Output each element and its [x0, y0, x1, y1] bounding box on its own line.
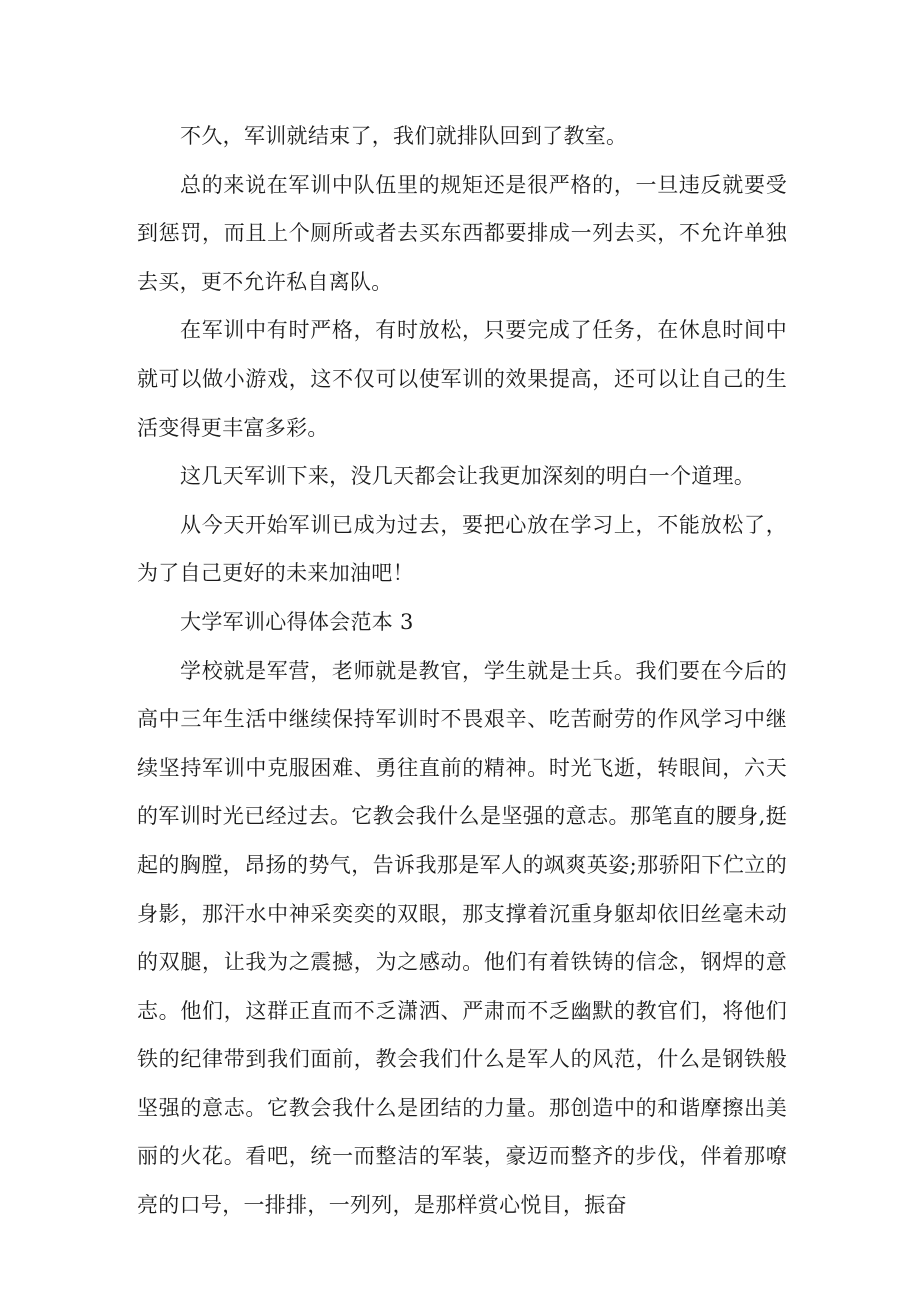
paragraph-2: 总的来说在军训中队伍里的规矩还是很严格的，一旦违反就要受到惩罚，而且上个厕所或者去买东西都要排成一列去买，不允许单独去买，更不允许私自离队。 [137, 172, 787, 294]
paragraph-3: 在军训中有时严格，有时放松，只要完成了任务，在休息时间中就可以做小游戏，这不仅可以使军训的效果提高，还可以让自己的生活变得更丰富多彩。 [137, 318, 787, 440]
document-body [137, 112, 787, 1230]
section-title: 大学军训心得体会范本 3 [180, 609, 414, 634]
body-paragraph: 学校就是军营，老师就是教官，学生就是士兵。我们要在今后的高中三年生活中继续保持军训时不畏艰辛、吃苦耐劳的作风学习中继续坚持军训中克服困难、勇往直前的精神。时光飞逝，转眼间，六天的军训时光已经过去。它教会我什么是坚强的意志。那笔直的腰身,挺起的胸膛，昂扬的势气，告诉我那是军人的飒爽英姿;那骄阳下伫立的身影，那汗水中神采奕奕的双眼，那支撑着沉重身躯却依旧丝毫未动的双腿，让我为之震撼，为之感动。他们有着铁铸的信念，钢焊的意志。他们，这群正直而不乏潇洒、严肃而不乏幽默的教官们，将他们铁的纪律带到我们面前，教会我们什么是军人的风范，什么是钢铁般坚强的意志。它教会我什么是团结的力量。那创造中的和谐摩擦出美丽的火花。看吧，统一而整洁的军装，豪迈而整齐的步伐，伴着那嘹亮的口号，一排排，一列列，是那样赏心悦目，振奋 [137, 658, 787, 1218]
paragraph-5: 从今天开始军训已成为过去，要把心放在学习上，不能放松了，为了自己更好的未来加油吧！ [137, 512, 787, 586]
paragraph-1: 不久，军训就结束了，我们就排队回到了教室。 [180, 124, 628, 148]
paragraph-4: 这几天军训下来，没几天都会让我更加深刻的明白一个道理。 [180, 464, 756, 489]
